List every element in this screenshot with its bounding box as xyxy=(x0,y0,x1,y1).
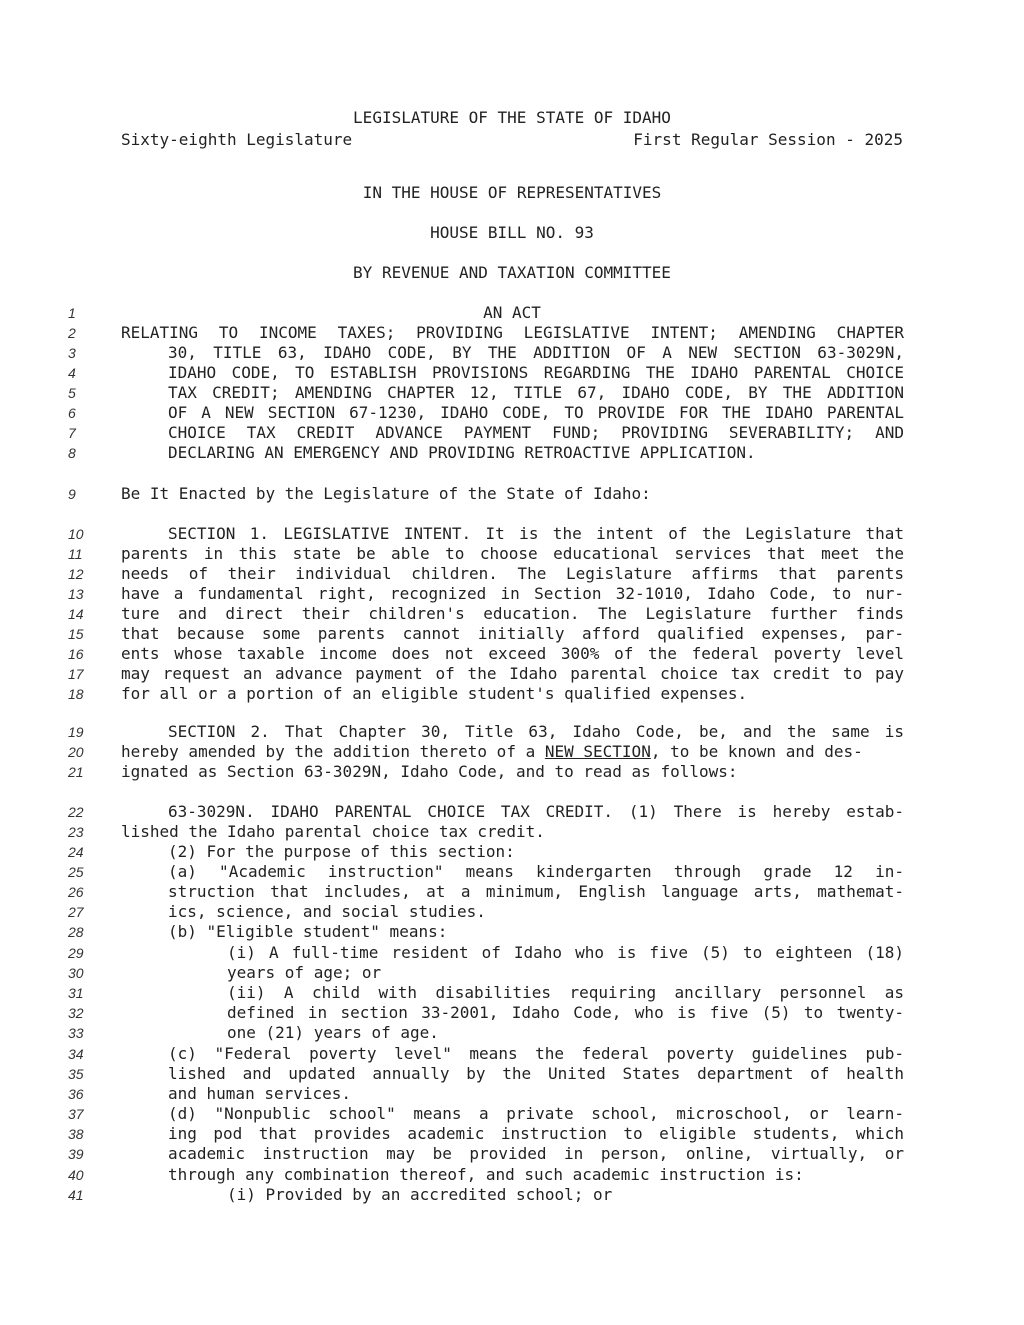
line-number: 34 xyxy=(68,1046,84,1062)
bill-line xyxy=(0,584,1024,604)
bill-line xyxy=(0,842,1024,862)
line-number: 12 xyxy=(68,566,84,582)
bill-line xyxy=(0,343,1024,363)
line-number: 36 xyxy=(68,1086,84,1102)
line-number: 19 xyxy=(68,724,84,740)
line-text: ture and direct their children's education. The Legislature further finds xyxy=(121,604,904,623)
line-text: SECTION 1. LEGISLATIVE INTENT. It is the intent of the Legislature that xyxy=(168,524,904,543)
bill-line xyxy=(0,963,1024,983)
line-number: 5 xyxy=(68,385,76,401)
line-text: DECLARING AN EMERGENCY AND PROVIDING RETROACTIVE APPLICATION. xyxy=(168,443,756,462)
line-text: (2) For the purpose of this section: xyxy=(168,842,515,861)
bill-line xyxy=(0,1064,1024,1084)
line-number: 8 xyxy=(68,445,76,461)
line-text: ing pod that provides academic instruction to eligible students, which xyxy=(168,1124,904,1143)
line-number: 40 xyxy=(68,1167,84,1183)
line-number: 33 xyxy=(68,1025,84,1041)
bill-line xyxy=(0,624,1024,644)
line-number: 39 xyxy=(68,1146,84,1162)
line-text: TAX CREDIT; AMENDING CHAPTER 12, TITLE 67, IDAHO CODE, BY THE ADDITION xyxy=(168,383,904,402)
bill-line xyxy=(0,524,1024,544)
line-text: OF A NEW SECTION 67-1230, IDAHO CODE, TO PROVIDE FOR THE IDAHO PARENTAL xyxy=(168,403,904,422)
bill-line xyxy=(0,664,1024,684)
bill-line xyxy=(0,684,1024,704)
act-heading: AN ACT xyxy=(483,303,541,322)
line-text: one (21) years of age. xyxy=(227,1023,439,1042)
line-text: defined in section 33-2001, Idaho Code, who is five (5) to twenty- xyxy=(227,1003,904,1022)
line-text-after: , to be known and des- xyxy=(650,742,863,761)
line-number: 7 xyxy=(68,425,76,441)
bill-line xyxy=(0,403,1024,423)
bill-line xyxy=(0,983,1024,1003)
bill-line xyxy=(0,1124,1024,1144)
line-number: 20 xyxy=(68,744,84,760)
bill-line xyxy=(0,943,1024,963)
line-text: have a fundamental right, recognized in Section 32-1010, Idaho Code, to nur- xyxy=(121,584,904,603)
line-text: 63-3029N. IDAHO PARENTAL CHOICE TAX CREDIT. (1) There is hereby estab- xyxy=(168,802,904,821)
bill-line xyxy=(0,443,1024,463)
line-number: 29 xyxy=(68,945,84,961)
line-number: 1 xyxy=(68,305,76,321)
bill-line xyxy=(0,1003,1024,1023)
line-number: 4 xyxy=(68,365,76,381)
line-text: academic instruction may be provided in person, online, virtually, or xyxy=(168,1144,904,1163)
bill-line xyxy=(0,1165,1024,1185)
line-text: years of age; or xyxy=(227,963,382,982)
line-number: 24 xyxy=(68,844,84,860)
line-text: RELATING TO INCOME TAXES; PROVIDING LEGISLATIVE INTENT; AMENDING CHAPTER xyxy=(121,323,904,342)
line-number: 15 xyxy=(68,626,84,642)
line-text: 30, TITLE 63, IDAHO CODE, BY THE ADDITION OF A NEW SECTION 63-3029N, xyxy=(168,343,904,362)
session-label: First Regular Session - 2025 xyxy=(633,130,903,149)
line-text-before: hereby amended by the addition thereto of a xyxy=(121,742,536,761)
line-text: (d) "Nonpublic school" means a private school, microschool, or learn- xyxy=(168,1104,904,1123)
line-number: 22 xyxy=(68,804,84,820)
line-number: 26 xyxy=(68,884,84,900)
line-number: 38 xyxy=(68,1126,84,1142)
line-number: 11 xyxy=(68,546,83,562)
line-text: (i) A full-time resident of Idaho who is five (5) to eighteen (18) xyxy=(227,943,904,962)
line-number: 6 xyxy=(68,405,76,421)
sponsor-line: BY REVENUE AND TAXATION COMMITTEE xyxy=(353,263,671,282)
line-number: 35 xyxy=(68,1066,84,1082)
bill-line xyxy=(0,822,1024,842)
bill-line xyxy=(0,604,1024,624)
bill-line xyxy=(0,1044,1024,1064)
line-number: 3 xyxy=(68,345,76,361)
bill-line xyxy=(0,1185,1024,1205)
line-number: 27 xyxy=(68,904,84,920)
line-text: may request an advance payment of the Idaho parental choice tax credit to pay xyxy=(121,664,904,683)
line-number: 25 xyxy=(68,864,84,880)
line-number: 16 xyxy=(68,646,84,662)
chamber-title: IN THE HOUSE OF REPRESENTATIVES xyxy=(362,183,662,202)
line-text: (ii) A child with disabilities requiring ancillary personnel as xyxy=(227,983,904,1002)
bill-line xyxy=(0,564,1024,584)
bill-line xyxy=(0,323,1024,343)
line-text: lished and updated annually by the United States department of health xyxy=(168,1064,904,1083)
bill-line xyxy=(0,1023,1024,1043)
bill-line xyxy=(0,1144,1024,1164)
line-text: ics, science, and social studies. xyxy=(168,902,486,921)
bill-line xyxy=(0,922,1024,942)
bill-line xyxy=(0,802,1024,822)
line-text: lished the Idaho parental choice tax credit. xyxy=(121,822,545,841)
bill-line xyxy=(0,862,1024,882)
line-text: CHOICE TAX CREDIT ADVANCE PAYMENT FUND; PROVIDING SEVERABILITY; AND xyxy=(168,423,904,442)
line-number: 18 xyxy=(68,686,84,702)
line-text: (i) Provided by an accredited school; or xyxy=(227,1185,613,1204)
bill-line xyxy=(0,902,1024,922)
line-text: parents in this state be able to choose educational services that meet the xyxy=(121,544,904,563)
bill-line xyxy=(0,423,1024,443)
line-number: 2 xyxy=(68,325,76,341)
line-text: ignated as Section 63-3029N, Idaho Code, and to read as follows: xyxy=(121,762,738,781)
line-number: 13 xyxy=(68,586,84,602)
line-number: 28 xyxy=(68,924,84,940)
bill-line xyxy=(0,882,1024,902)
line-text: needs of their individual children. The Legislature affirms that parents xyxy=(121,564,904,583)
bill-line xyxy=(0,742,1024,762)
bill-line xyxy=(0,1104,1024,1124)
bill-line xyxy=(0,363,1024,383)
line-number: 23 xyxy=(68,824,84,840)
line-number: 31 xyxy=(68,985,84,1001)
line-text: for all or a portion of an eligible student's qualified expenses. xyxy=(121,684,748,703)
line-text: through any combination thereof, and such academic instruction is: xyxy=(168,1165,804,1184)
bill-line xyxy=(0,722,1024,742)
line-text: and human services. xyxy=(168,1084,352,1103)
bill-line xyxy=(0,383,1024,403)
line-text xyxy=(121,742,863,762)
bill-line xyxy=(0,644,1024,664)
legislature-number: Sixty-eighth Legislature xyxy=(121,130,353,149)
line-number: 30 xyxy=(68,965,84,981)
line-number: 21 xyxy=(68,764,84,780)
line-text: (c) "Federal poverty level" means the federal poverty guidelines pub- xyxy=(168,1044,904,1063)
line-number: 37 xyxy=(68,1106,84,1122)
bill-number: HOUSE BILL NO. 93 xyxy=(430,223,594,242)
bill-line xyxy=(0,1084,1024,1104)
line-number: 41 xyxy=(68,1187,84,1203)
line-text: (b) "Eligible student" means: xyxy=(168,922,448,941)
new-section-underlined: NEW SECTION xyxy=(544,742,651,761)
line-number: 14 xyxy=(68,606,84,622)
bill-line xyxy=(0,762,1024,782)
bill-line xyxy=(0,544,1024,564)
line-number: 10 xyxy=(68,526,84,542)
line-text: IDAHO CODE, TO ESTABLISH PROVISIONS REGARDING THE IDAHO PARENTAL CHOICE xyxy=(168,363,904,382)
line-text: struction that includes, at a minimum, English language arts, mathemat- xyxy=(168,882,904,901)
bill-line xyxy=(0,484,1024,504)
line-number: 32 xyxy=(68,1005,84,1021)
bill-line xyxy=(0,303,1024,323)
line-text: ents whose taxable income does not exceed 300% of the federal poverty level xyxy=(121,644,904,663)
line-number: 9 xyxy=(68,486,76,502)
legislature-title: LEGISLATURE OF THE STATE OF IDAHO xyxy=(353,108,671,127)
line-text: (a) "Academic instruction" means kindergarten through grade 12 in- xyxy=(168,862,904,881)
enacting-clause: Be It Enacted by the Legislature of the State of Idaho: xyxy=(121,484,651,503)
line-text: SECTION 2. That Chapter 30, Title 63, Idaho Code, be, and the same is xyxy=(168,722,904,741)
line-text: that because some parents cannot initially afford qualified expenses, par- xyxy=(121,624,904,643)
line-number: 17 xyxy=(68,666,84,682)
